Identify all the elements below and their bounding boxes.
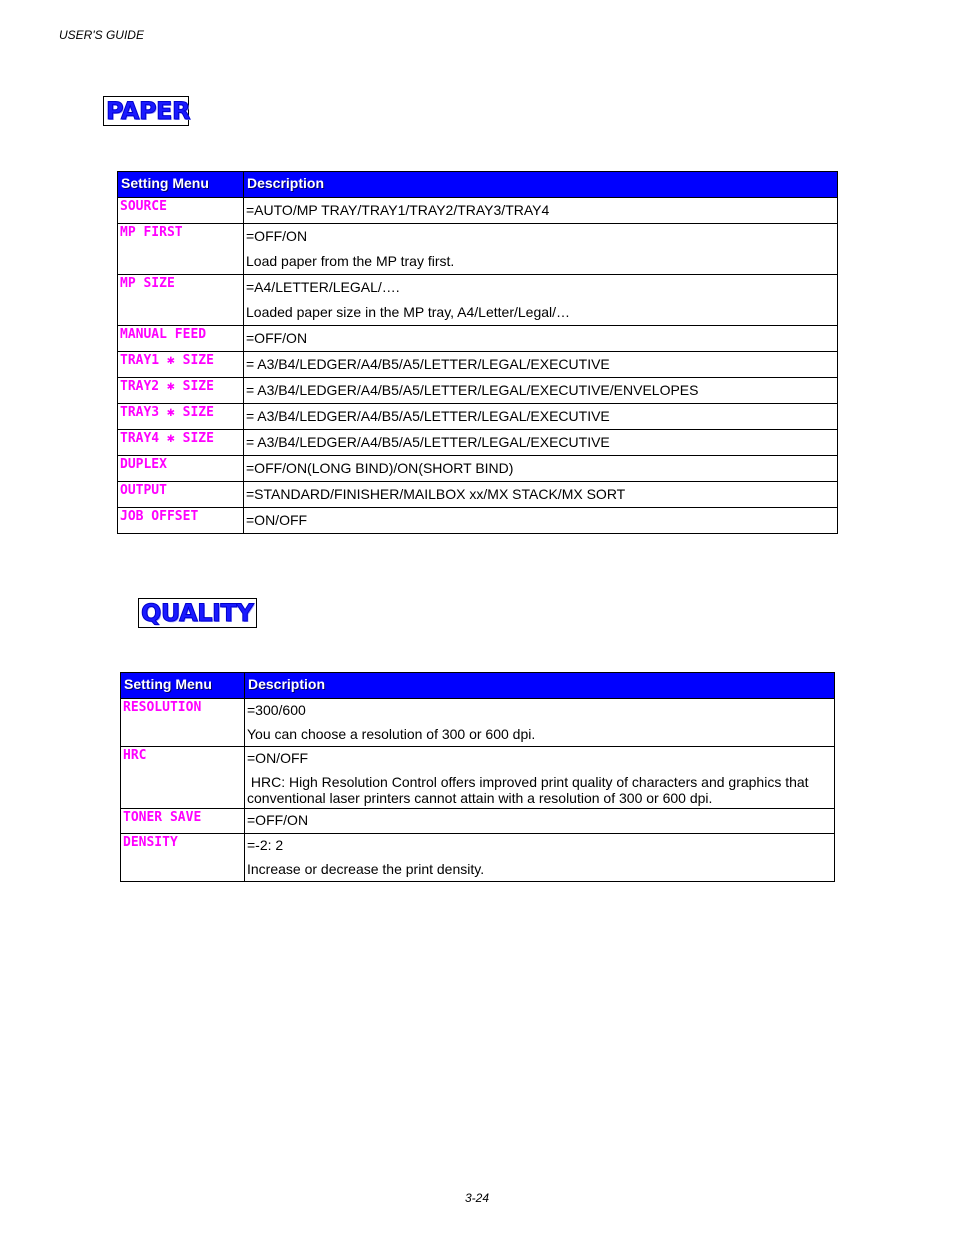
description-value: =OFF/ON xyxy=(247,812,309,828)
description-value: = A3/B4/LEDGER/A4/B5/A5/LETTER/LEGAL/EXECUTIVE xyxy=(246,408,610,424)
description-value: =STANDARD/FINISHER/MAILBOX xx/MX STACK/MX SORT xyxy=(246,486,626,502)
quality-section-title: QUALITY xyxy=(138,598,257,628)
table-row xyxy=(118,378,838,404)
setting-menu-source: SOURCE xyxy=(118,198,244,224)
setting-description xyxy=(245,747,835,809)
description-note: You can choose a resolution of 300 or 600 dpi. xyxy=(247,726,536,742)
table-header-row xyxy=(121,673,835,699)
column-header-description: Description xyxy=(245,673,835,699)
table-row xyxy=(118,224,838,275)
paper-section-title: PAPER xyxy=(103,96,189,126)
setting-description xyxy=(245,699,835,747)
setting-description xyxy=(244,508,838,534)
quality-settings-table xyxy=(120,672,835,882)
description-value: =300/600 xyxy=(247,702,306,718)
setting-menu-resolution: RESOLUTION xyxy=(121,699,245,747)
description-value: =ON/OFF xyxy=(247,750,309,766)
column-header-description: Description xyxy=(244,172,838,198)
table-row xyxy=(118,198,838,224)
setting-menu-tray4-size: TRAY4 ✱ SIZE xyxy=(118,430,244,456)
table-row xyxy=(121,699,835,747)
setting-menu-duplex: DUPLEX xyxy=(118,456,244,482)
description-note: Load paper from the MP tray first. xyxy=(246,253,455,269)
setting-menu-mp-size: MP SIZE xyxy=(118,275,244,326)
table-row xyxy=(118,482,838,508)
setting-description xyxy=(244,378,838,404)
setting-description xyxy=(244,456,838,482)
setting-description xyxy=(244,482,838,508)
description-note: Increase or decrease the print density. xyxy=(247,861,485,877)
description-value: =OFF/ON(LONG BIND)/ON(SHORT BIND) xyxy=(246,460,514,476)
table-row xyxy=(118,326,838,352)
table-row xyxy=(118,430,838,456)
table-row xyxy=(118,275,838,326)
setting-description xyxy=(245,834,835,882)
setting-menu-density: DENSITY xyxy=(121,834,245,882)
running-header: USER'S GUIDE xyxy=(59,28,144,42)
setting-menu-job-offset: JOB OFFSET xyxy=(118,508,244,534)
description-value: =-2: 2 xyxy=(247,837,284,853)
description-value: =ON/OFF xyxy=(246,512,308,528)
setting-description xyxy=(244,326,838,352)
description-value: = A3/B4/LEDGER/A4/B5/A5/LETTER/LEGAL/EXECUTIVE xyxy=(246,356,610,372)
setting-menu-tray3-size: TRAY3 ✱ SIZE xyxy=(118,404,244,430)
description-value: =OFF/ON xyxy=(246,228,308,244)
table-row xyxy=(118,404,838,430)
setting-menu-output: OUTPUT xyxy=(118,482,244,508)
description-value: =AUTO/MP TRAY/TRAY1/TRAY2/TRAY3/TRAY4 xyxy=(246,202,550,218)
setting-description xyxy=(245,809,835,834)
setting-description xyxy=(244,275,838,326)
table-row xyxy=(121,809,835,834)
setting-description xyxy=(244,352,838,378)
table-row xyxy=(118,352,838,378)
setting-menu-hrc: HRC xyxy=(121,747,245,809)
setting-description xyxy=(244,404,838,430)
table-row xyxy=(121,747,835,809)
paper-settings-table xyxy=(117,171,838,534)
setting-menu-manual-feed: MANUAL FEED xyxy=(118,326,244,352)
setting-description xyxy=(244,198,838,224)
description-value: = A3/B4/LEDGER/A4/B5/A5/LETTER/LEGAL/EXECUTIVE xyxy=(246,434,610,450)
setting-menu-tray2-size: TRAY2 ✱ SIZE xyxy=(118,378,244,404)
description-value: = A3/B4/LEDGER/A4/B5/A5/LETTER/LEGAL/EXECUTIVE/ENVELOPES xyxy=(246,382,699,398)
page-number: 3-24 xyxy=(465,1191,490,1205)
table-row xyxy=(118,456,838,482)
column-header-setting-menu: Setting Menu xyxy=(118,172,244,198)
table-row xyxy=(121,834,835,882)
description-note: Loaded paper size in the MP tray, A4/Letter/Legal/… xyxy=(246,304,571,320)
setting-menu-toner-save: TONER SAVE xyxy=(121,809,245,834)
setting-description xyxy=(244,224,838,275)
column-header-setting-menu: Setting Menu xyxy=(121,673,245,699)
table-row xyxy=(118,508,838,534)
description-value: =OFF/ON xyxy=(246,330,308,346)
description-note: HRC: High Resolution Control offers improved print quality of characters and graphics that conventional laser printers cannot attain with a resolution of 300 or 600 dpi. xyxy=(247,774,813,806)
setting-description xyxy=(244,430,838,456)
setting-menu-tray1-size: TRAY1 ✱ SIZE xyxy=(118,352,244,378)
setting-menu-mp-first: MP FIRST xyxy=(118,224,244,275)
description-value: =A4/LETTER/LEGAL/…. xyxy=(246,279,400,295)
table-header-row xyxy=(118,172,838,198)
